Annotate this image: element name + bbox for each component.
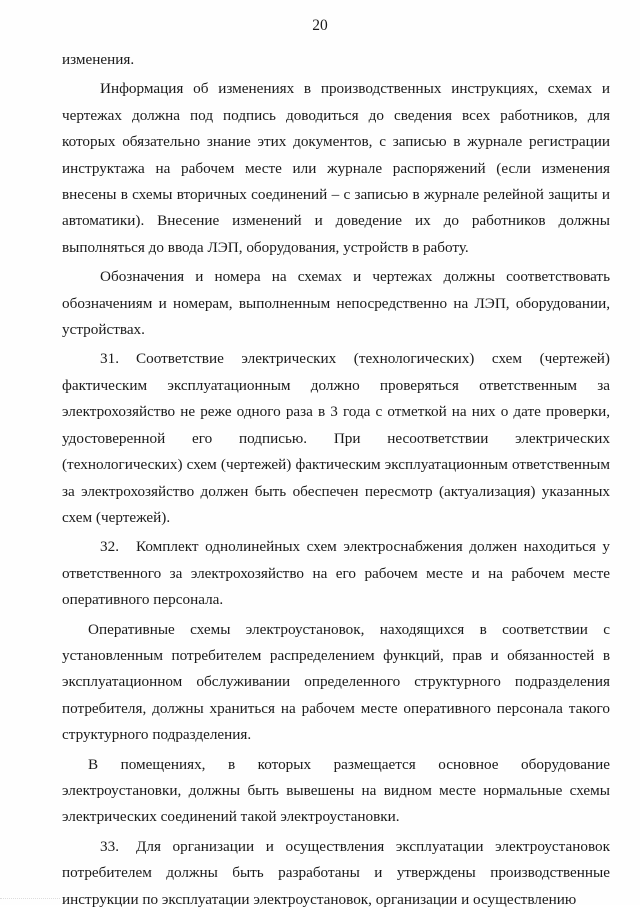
scan-edge-artifact	[0, 898, 60, 905]
page-number: 20	[312, 17, 328, 34]
paragraph-item-31	[62, 346, 610, 531]
paragraph-designations: Обозначения и номера на схемах и чертежах должны соответствовать обозначениям и номерам, выполненным непосредственно на ЛЭП, оборудовании, устройствах.	[62, 268, 610, 339]
document-body	[62, 47, 610, 913]
paragraph-info-changes: Информация об изменениях в производственных инструкциях, схемах и чертежах должна под подпись доводиться до сведения всех работников, для которых обязательно знание этих документов, с записью в журнале регистрации инструктажа на рабочем месте или журнале распоряжений (если изменения внесены в схемы вторичных соединений – с записью в журнале релейной защиты и автоматики). Внесение изменений и доведение их до работников должны выполняться до ввода ЛЭП, оборудования, устройств в работу.	[62, 80, 610, 256]
paragraph-premises: В помещениях, в которых размещается основное оборудование электроустановки, должны быть вывешены на видном месте нормальные схемы электрических соединений такой электроустановки.	[62, 755, 610, 826]
item-text-31: Соответствие электрических (технологических) схем (чертежей) фактическим эксплуатационным должно проверяться ответственным за электрохозяйство не реже одного раза в 3 года с отметкой на них о дате проверки, удостоверенной его подписью. При несоответствии электрических (технологических) схем (чертежей) фактическим эксплуатационным ответственным за электрохозяйство должен быть обеспечен пересмотр (актуализация) указанных схем (чертежей).	[62, 350, 610, 526]
item-text-33: Для организации и осуществления эксплуатации электроустановок потребителем должны быть разработаны и утверждены производственные инструкции по эксплуатации электроустановок, организации и осуществлению	[62, 837, 610, 908]
item-number-31: 31.	[100, 350, 119, 368]
item-number-32: 32.	[100, 538, 119, 556]
item-number-33: 33.	[100, 837, 119, 855]
paragraph-continuation: изменения.	[62, 51, 135, 68]
paragraph-item-32	[62, 534, 610, 613]
item-text-32: Комплект однолинейных схем электроснабжения должен находиться у ответственного за электрохозяйство на его рабочем месте и на рабочем месте оперативного персонала.	[62, 538, 610, 609]
paragraph-item-33	[62, 834, 610, 913]
paragraph-operative-schemes: Оперативные схемы электроустановок, находящихся в соответствии с установленным потребителем распределением функций, прав и обязанностей в эксплуатационном обслуживании определенного структурного подразделения потребителя, должны храниться на рабочем месте оперативного персонала такого структурного подразделения.	[62, 620, 610, 744]
